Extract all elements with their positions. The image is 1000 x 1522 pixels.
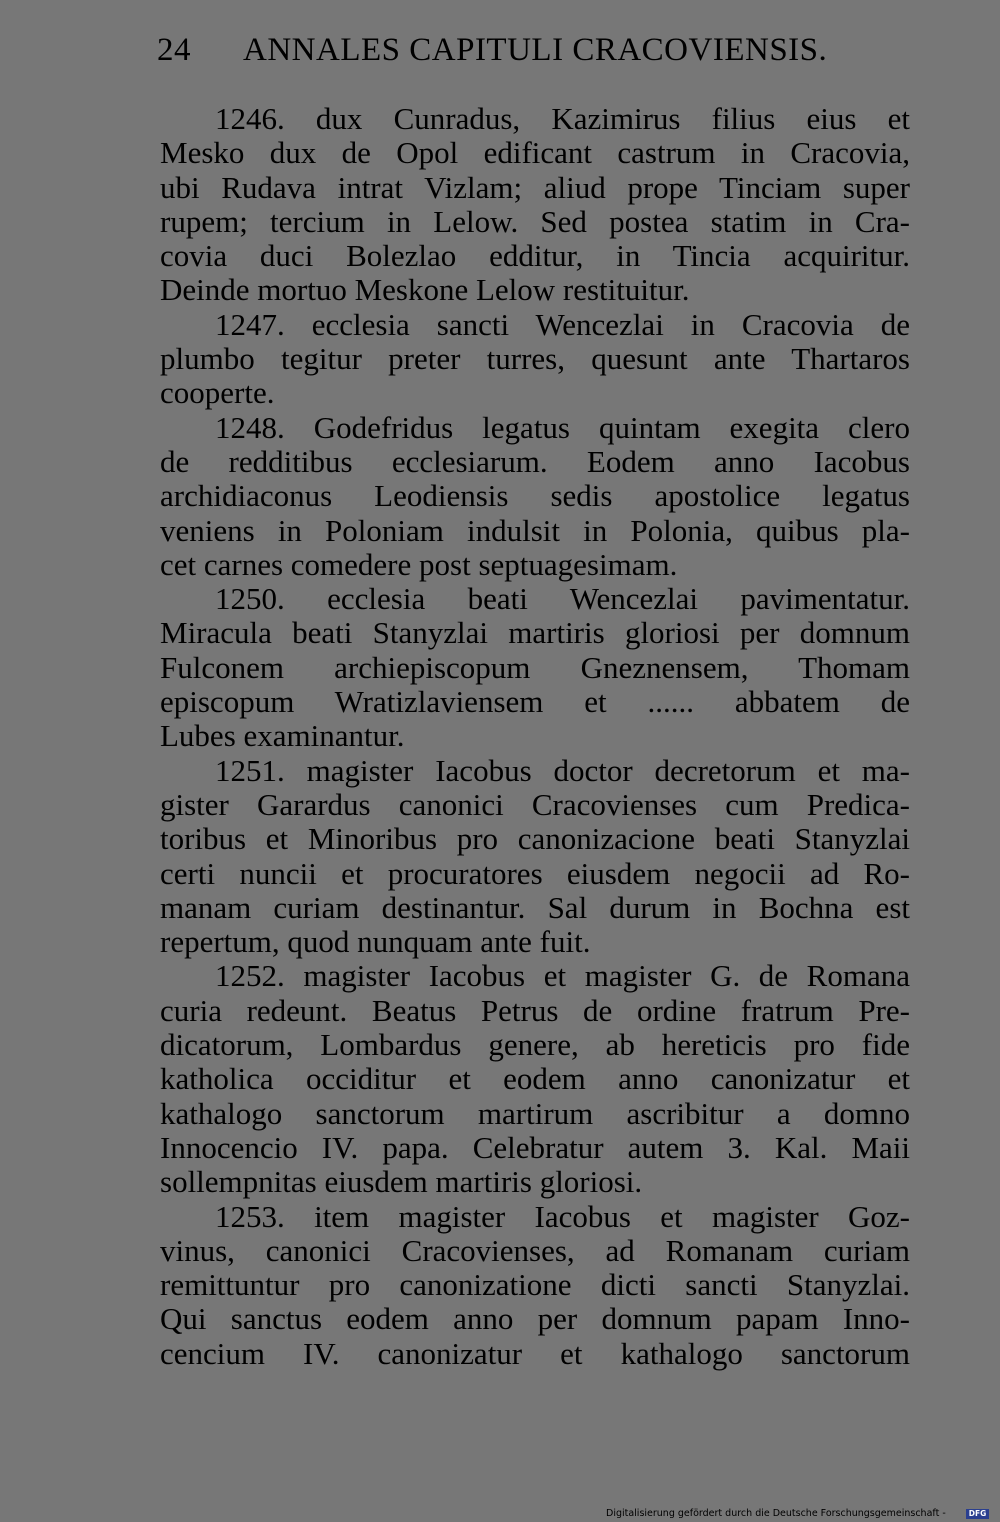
text-line: certi nuncii et procuratores eiusdem negocii ad Ro- bbox=[160, 855, 910, 891]
text-line: plumbo tegitur preter turres, quesunt ante Thartaros bbox=[160, 341, 910, 377]
text-line: 1253. item magister Iacobus et magister Goz- bbox=[215, 1198, 910, 1234]
text-line: episcopum Wratizlaviensem et ...... abbatem de bbox=[160, 684, 910, 720]
running-header bbox=[157, 32, 857, 76]
text-line: rupem; tercium in Lelow. Sed postea statim in Cra- bbox=[160, 203, 910, 239]
annals-text bbox=[160, 102, 910, 1371]
text-line: vinus, canonici Cracovienses, ad Romanam curiam bbox=[160, 1232, 910, 1268]
text-line: dicatorum, Lombardus genere, ab hereticis pro fide bbox=[160, 1027, 910, 1063]
text-line: 1248. Godefridus legatus quintam exegita clero bbox=[215, 409, 910, 445]
text-line: Qui sanctus eodem anno per domnum papam Inno- bbox=[160, 1301, 910, 1337]
text-line: cooperte. bbox=[160, 375, 275, 411]
page-number: 24 bbox=[157, 32, 191, 68]
text-line: Miracula beati Stanyzlai martiris gloriosi per domnum bbox=[160, 615, 910, 651]
text-line: manam curiam destinantur. Sal durum in Bochna est bbox=[160, 889, 910, 925]
text-line: curia redeunt. Beatus Petrus de ordine fratrum Pre- bbox=[160, 992, 910, 1028]
text-line: katholica occiditur et eodem anno canonizatur et bbox=[160, 1061, 910, 1097]
text-line: sollempnitas eiusdem martiris gloriosi. bbox=[160, 1164, 643, 1200]
text-line: Lubes examinantur. bbox=[160, 718, 405, 754]
text-line: repertum, quod nunquam ante fuit. bbox=[160, 924, 591, 960]
running-title: ANNALES CAPITULI CRACOVIENSIS. bbox=[243, 32, 828, 68]
text-line: 1252. magister Iacobus et magister G. de Romana bbox=[215, 958, 910, 994]
text-line: gister Garardus canonici Cracovienses cum Predica- bbox=[160, 786, 910, 822]
text-line: cencium IV. canonizatur et kathalogo sanctorum bbox=[160, 1335, 910, 1371]
text-line: Deinde mortuo Meskone Lelow restituitur. bbox=[160, 272, 690, 308]
text-line: 1250. ecclesia beati Wencezlai pavimentatur. bbox=[215, 581, 910, 617]
dfg-logo: DFG bbox=[966, 1509, 989, 1519]
text-line: 1251. magister Iacobus doctor decretorum et ma- bbox=[215, 752, 910, 788]
text-line: Mesko dux de Opol edificant castrum in Cracovia, bbox=[160, 135, 910, 171]
text-line: covia duci Bolezlao edditur, in Tincia acquiritur. bbox=[160, 238, 910, 274]
text-line: cet carnes comedere post septuagesimam. bbox=[160, 546, 678, 582]
text-line: kathalogo sanctorum martirum ascribitur a domno bbox=[160, 1095, 910, 1131]
text-line: archidiaconus Leodiensis sedis apostolice legatus bbox=[160, 478, 910, 514]
text-line: 1247. ecclesia sancti Wencezlai in Cracovia de bbox=[215, 306, 910, 342]
text-line: 1246. dux Cunradus, Kazimirus filius eius et bbox=[215, 101, 910, 136]
text-line: veniens in Poloniam indulsit in Polonia, quibus pla- bbox=[160, 512, 910, 548]
digitization-credit: Digitalisierung gefördert durch die Deutsche Forschungsgemeinschaft - bbox=[606, 1508, 946, 1519]
text-line: ubi Rudava intrat Vizlam; aliud prope Tinciam super bbox=[160, 169, 910, 205]
text-line: de redditibus ecclesiarum. Eodem anno Iacobus bbox=[160, 443, 910, 479]
text-line: remittuntur pro canonizatione dicti sancti Stanyzlai. bbox=[160, 1267, 910, 1303]
text-line: Innocencio IV. papa. Celebratur autem 3. Kal. Maii bbox=[160, 1129, 910, 1165]
text-line: Fulconem archiepiscopum Gneznensem, Thomam bbox=[160, 649, 910, 685]
text-line: toribus et Minoribus pro canonizacione beati Stanyzlai bbox=[160, 821, 910, 857]
